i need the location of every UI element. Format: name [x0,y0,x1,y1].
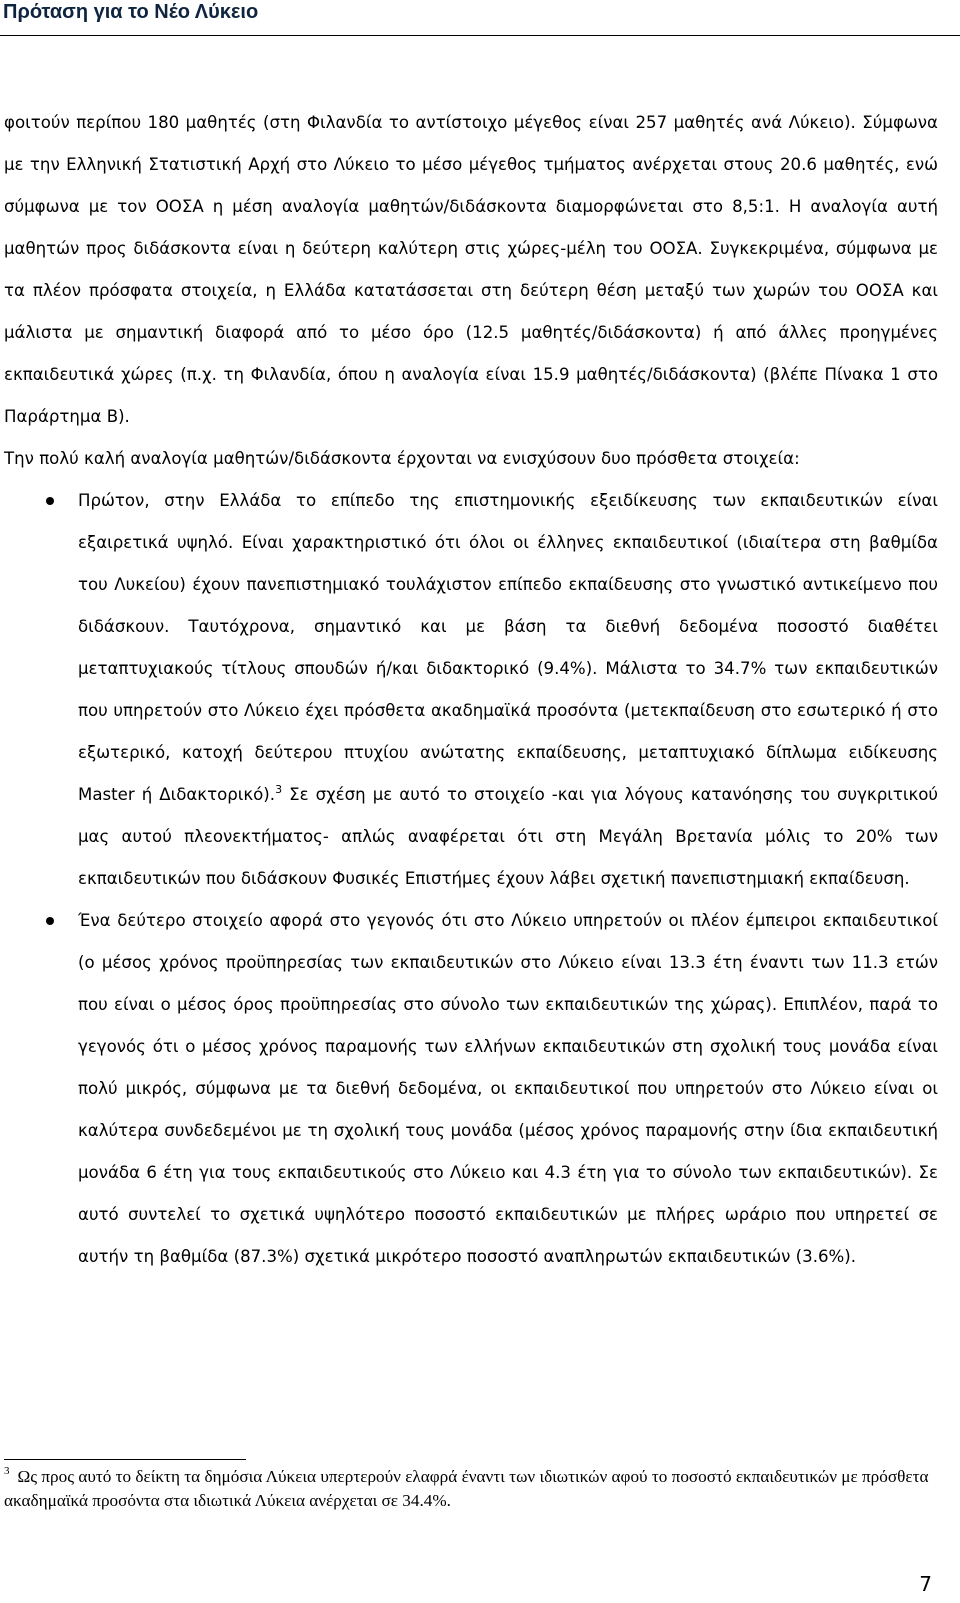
bullet-item [4,900,938,1278]
bullet-text: Ένα δεύτερο στοιχείο αφορά στο γεγονός ότι στο Λύκειο υπηρετούν οι πλέον έμπειροι εκπαιδευτικοί (ο μέσος χρόνος προϋπηρεσίας των εκπαιδευτικών στο Λύκειο είναι 13.3 έτη έναντι των 11.3 ετών που είναι ο μέσος όρος προϋπηρεσίας στο σύνολο των εκπαιδευτικών της χώρας). Επιπλέον, παρά το γεγονός ότι ο μέσος χρόνος παραμονής των ελλήνων εκπαιδευτικών στη σχολική τους μονάδα είναι πολύ μικρός, σύμφωνα με τα διεθνή δεδομένα, οι εκπαιδευτικοί που υπηρετούν στο Λύκειο είναι οι καλύτερα συνδεδεμένοι με τη σχολική τους μονάδα (μέσος χρόνος παραμονής στην ίδια εκπαιδευτική μονάδα 6 έτη για τους εκπαιδευτικούς στο Λύκειο και 4.3 έτη για το σύνολο των εκπαιδευτικών). Σε αυτό συντελεί το σχετικά υψηλότερο ποσοστό εκπαιδευτικών με πλήρες ωράριο που υπηρετεί σε αυτήν τη βαθμίδα (87.3%) σχετικά μικρότερο ποσοστό αναπληρωτών εκπαιδευτικών (3.6%). [78,911,938,1266]
bullet-list [4,480,938,1278]
page-header [0,0,960,30]
header-divider [0,35,960,36]
bullet-text: Πρώτον, στην Ελλάδα το επίπεδο της επιστημονικής εξειδίκευσης των εκπαιδευτικών είναι εξαιρετικά υψηλό. Είναι χαρακτηριστικό ότι όλοι οι έλληνες εκπαιδευτικοί (ιδιαίτερα στη βαθμίδα του Λυκείου) έχουν πανεπιστημιακό τουλάχιστον επίπεδο εκπαίδευσης στο γνωστικό αντικείμενο που διδάσκουν. Ταυτόχρονα, σημαντικό και με βάση τα διεθνή δεδομένα ποσοστό διαθέτει μεταπτυχιακούς τίτλους σπουδών ή/και διδακτορικό (9.4%). Μάλιστα το 34.7% των εκπαιδευτικών που υπηρετούν στο Λύκειο έχει πρόσθετα ακαδημαϊκά προσόντα (μετεκπαίδευση στο εσωτερικό ή στο εξωτερικό, κατοχή δεύτερου πτυχίου ανώτατης εκπαίδευσης, μεταπτυχιακό δίπλωμα ειδίκευσης Master ή Διδακτορικό). [78,491,938,804]
page-number: 7 [919,1572,932,1596]
document-body [4,102,938,1278]
footnote-divider [4,1459,246,1460]
bullet-text: Σε σχέση με αυτό το στοιχείο -και για λόγους κατανόησης του συγκριτικού μας αυτού πλεονεκτήματος- απλώς αναφέρεται ότι στη Μεγάλη Βρετανία μόλις το 20% των εκπαιδευτικών που διδάσκουν Φυσικές Επιστήμες έχουν λάβει σχετική πανεπιστημιακή εκπαίδευση. [78,785,938,888]
bullet-icon [46,497,54,505]
footnote-reference[interactable]: 3 [275,783,283,796]
document-title: Πρόταση για το Νέο Λύκειο [3,1,259,23]
paragraph: Την πολύ καλή αναλογία μαθητών/διδάσκοντα έρχονται να ενισχύσουν δυο πρόσθετα στοιχεία: [4,449,800,468]
bullet-item [4,480,938,900]
footnote [4,1465,938,1513]
bullet-icon [46,917,54,925]
paragraph: φοιτούν περίπου 180 μαθητές (στη Φιλανδία το αντίστοιχο μέγεθος είναι 257 μαθητές ανά Λύκειο). Σύμφωνα με την Ελληνική Στατιστική Αρχή στο Λύκειο το μέσο μέγεθος τμήματος ανέρχεται στους 20.6 μαθητές, ενώ σύμφωνα με τον ΟΟΣΑ η μέση αναλογία μαθητών/διδάσκοντα διαμορφώνεται στο 8,5:1. Η αναλογία αυτή μαθητών προς διδάσκοντα είναι η δεύτερη καλύτερη στις χώρες-μέλη του ΟΟΣΑ. Συγκεκριμένα, σύμφωνα με τα πλέον πρόσφατα στοιχεία, η Ελλάδα κατατάσσεται στη δεύτερη θέση μεταξύ των χωρών του ΟΟΣΑ και μάλιστα με σημαντική διαφορά από το μέσο όρο (12.5 μαθητές/διδάσκοντα) ή από άλλες προηγμένες εκπαιδευτικά χώρες (π.χ. τη Φιλανδία, όπου η αναλογία είναι 15.9 μαθητές/διδάσκοντα) (βλέπε Πίνακα 1 στο Παράρτημα Β). [4,113,938,426]
footnote-number: 3 [4,1465,10,1477]
footnote-text: Ως προς αυτό το δείκτη τα δημόσια Λύκεια υπερτερούν ελαφρά έναντι των ιδιωτικών αφού το ποσοστό εκπαιδευτικών με πρόσθετα ακαδημαϊκά προσόντα στα ιδιωτικά Λύκεια ανέρχεται σε 34.4%. [4,1467,929,1510]
